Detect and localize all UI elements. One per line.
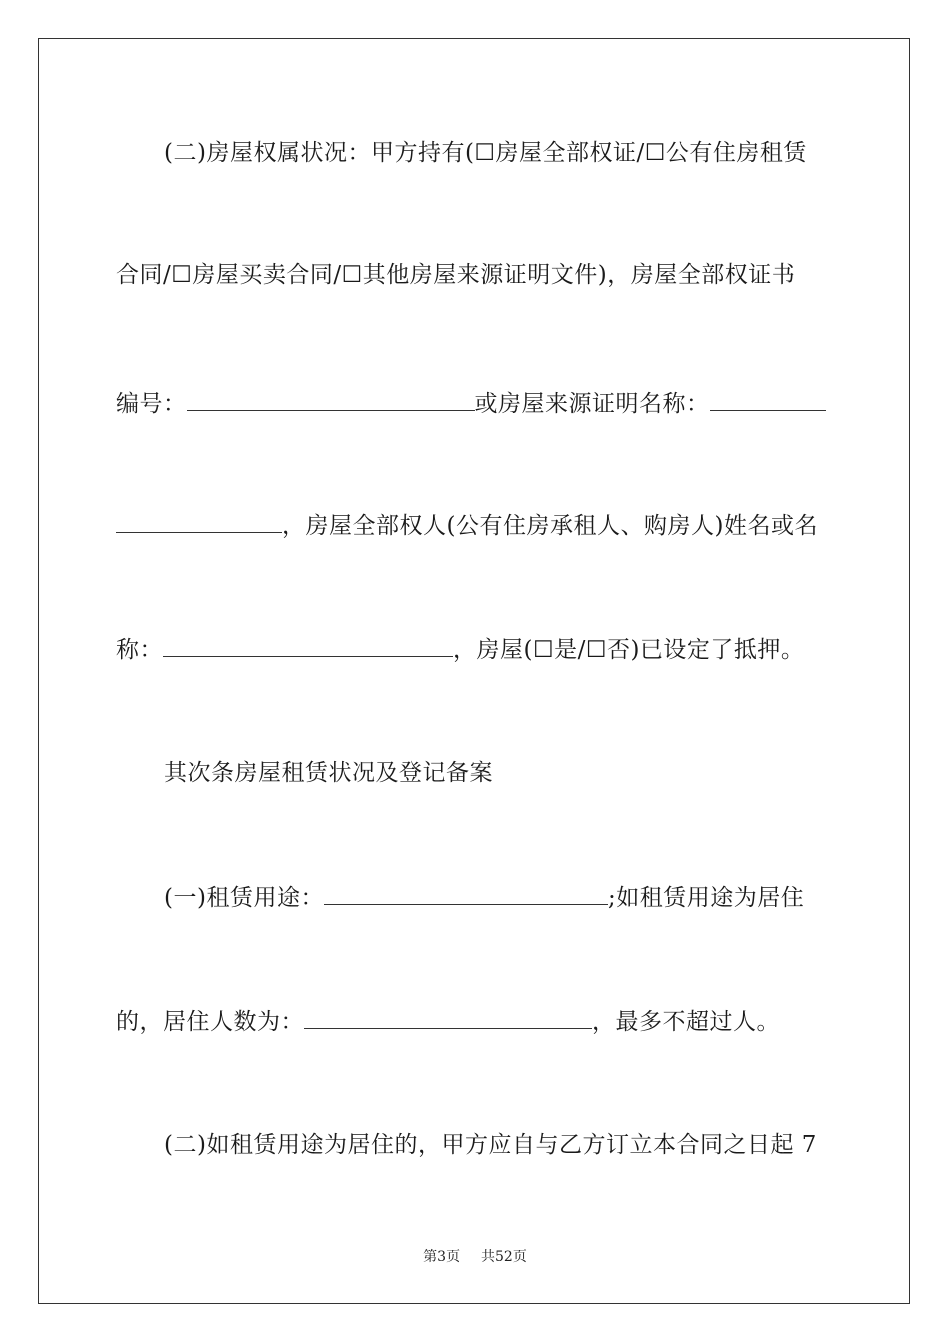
text-line-8a: 的，居住人数为： xyxy=(116,1009,304,1035)
blank-certificate-number[interactable] xyxy=(187,388,475,411)
page-border xyxy=(38,38,910,1304)
page-number: 第3页 xyxy=(423,1249,461,1265)
text-line-5b: ，房屋(☐是/☐否)已设定了抵押。 xyxy=(453,637,805,663)
text-line-mortgage xyxy=(116,634,836,665)
text-line-9: (二)如租赁用途为居住的，甲方应自与乙方订立本合同之日起 7 xyxy=(164,1132,817,1158)
text-line-6: 其次条房屋租赁状况及登记备案 xyxy=(164,760,493,786)
blank-proof-name-continued[interactable] xyxy=(116,510,282,533)
blank-occupant-count[interactable] xyxy=(304,1006,592,1029)
blank-owner-name[interactable] xyxy=(163,634,453,657)
section-heading xyxy=(164,758,836,788)
text-line-4b: ，房屋全部权人(公有住房承租人、购房人)姓名或名 xyxy=(282,513,818,539)
blank-rental-use[interactable] xyxy=(324,882,608,905)
text-line-rental-use xyxy=(164,882,836,913)
text-line-3b: 或房屋来源证明名称： xyxy=(474,391,710,417)
text-line-owner-name xyxy=(116,510,836,541)
text-line-registration xyxy=(164,1130,836,1160)
text-line-8b: ，最多不超过人。 xyxy=(592,1009,780,1035)
text-line-1: (二)房屋权属状况：甲方持有(☐房屋全部权证/☐公有住房租赁 xyxy=(164,140,807,166)
text-line-7b: ;如租赁用途为居住 xyxy=(607,885,805,911)
text-line-3a: 编号： xyxy=(116,391,187,417)
text-line-ownership-docs xyxy=(116,260,836,290)
blank-proof-name[interactable] xyxy=(710,388,826,411)
total-pages: 共52页 xyxy=(481,1249,527,1265)
text-line-property-ownership xyxy=(164,138,836,168)
text-line-7a: (一)租赁用途： xyxy=(164,885,324,911)
text-line-5a: 称： xyxy=(116,637,163,663)
text-line-2: 合同/☐房屋买卖合同/☐其他房屋来源证明文件)，房屋全部权证书 xyxy=(116,262,796,288)
text-line-certificate-number xyxy=(116,388,836,419)
text-line-occupants xyxy=(116,1006,836,1037)
page-footer xyxy=(0,1248,950,1266)
